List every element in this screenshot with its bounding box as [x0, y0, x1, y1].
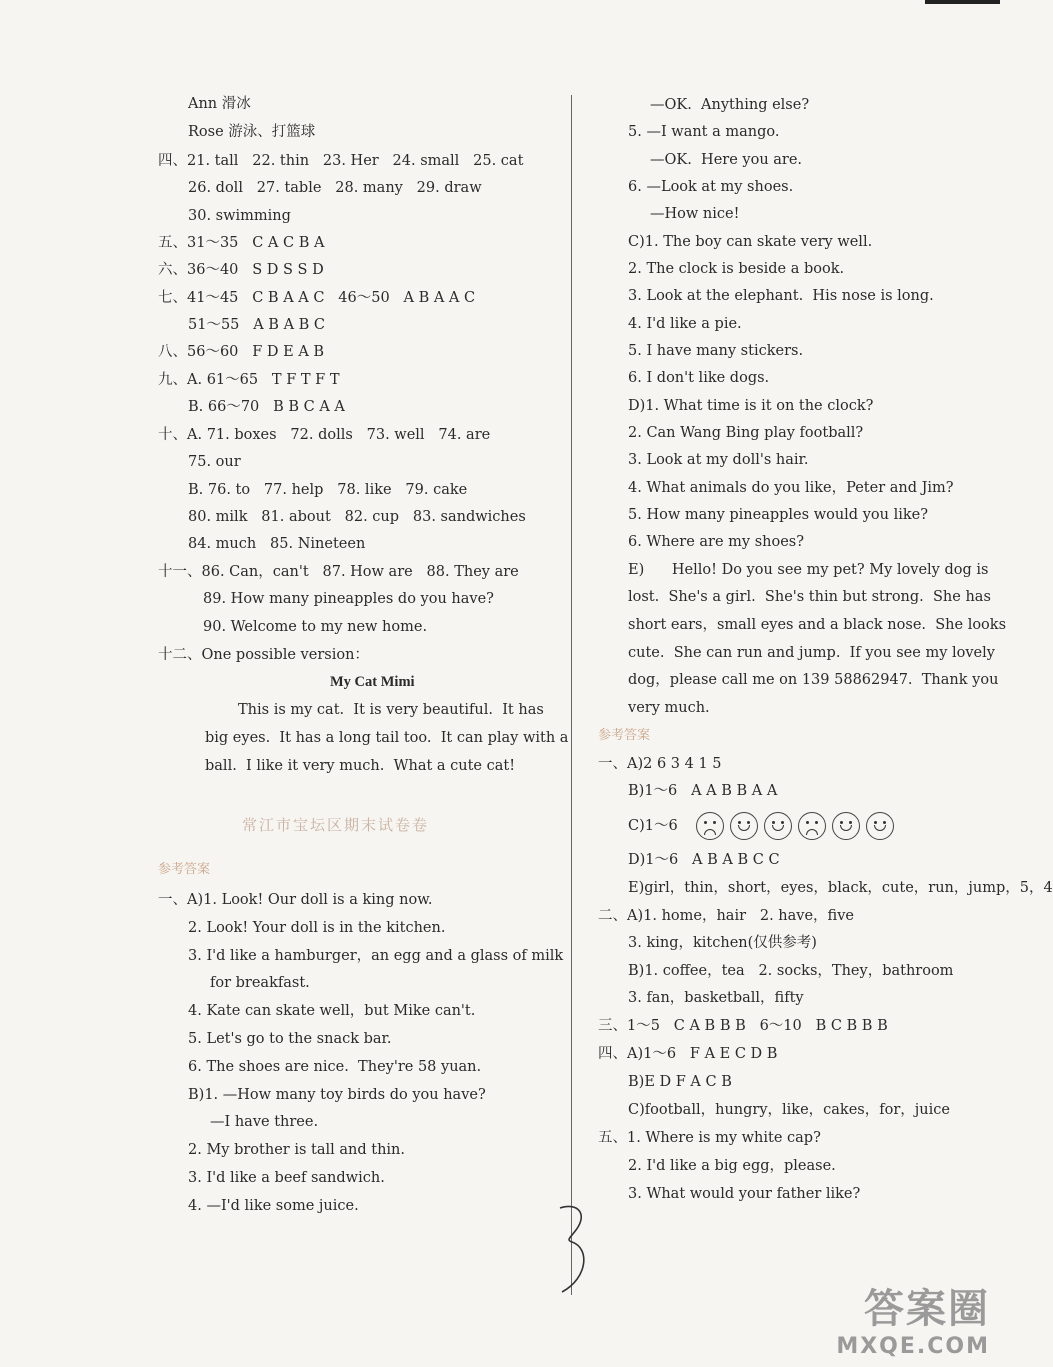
left-answer-line: 九、A. 61～65 T F T F T: [158, 372, 340, 388]
left-answer-line: 七、41～45 C B A A C 46～50 A B A A C: [158, 290, 476, 306]
right-answer-line: 5. I have many stickers.: [628, 343, 804, 359]
right-answer-line: 3. Look at my doll's hair.: [628, 452, 809, 468]
right-answer-line: —OK. Anything else?: [650, 97, 810, 113]
right-answer-line: —How nice!: [650, 206, 740, 222]
right-answer-line: short ears，small eyes and a black nose. She looks: [628, 617, 1007, 633]
left-answer-line: Rose 游泳、打篮球: [188, 124, 316, 140]
left-answer-line: 八、56～60 F D E A B: [158, 344, 325, 360]
right-answer-line: 一、A)2 6 3 4 1 5: [598, 756, 722, 772]
left-answer-line: 十一、86. Can，can't 87. How are 88. They are: [158, 564, 519, 580]
right-answer-line: dog，please call me on 139 58862947. Thank you: [628, 672, 999, 688]
left-answer-line: B)1. —How many toy birds do you have?: [188, 1087, 486, 1103]
right-answer-line: 3. king，kitchen(仅供参考): [628, 935, 817, 951]
left-answer-line: 89. How many pineapples do you have?: [203, 591, 494, 607]
right-answer-line: C)1. The boy can skate very well.: [628, 234, 873, 250]
happy-face-icon: [832, 812, 860, 840]
right-answer-line: B)E D F A C B: [628, 1074, 732, 1090]
left-answer-line: 6. The shoes are nice. They're 58 yuan.: [188, 1059, 482, 1075]
section-title-faded: 常江市宝坛区期末试卷卷: [242, 816, 430, 834]
left-answer-line: 四、21. tall 22. thin 23. Her 24. small 25. cat: [158, 153, 524, 169]
watermark-top: 答案圈: [864, 1286, 990, 1332]
right-answer-line: 2. Can Wang Bing play football?: [628, 425, 864, 441]
answer-key-heading-faded: 参考答案: [598, 728, 651, 743]
right-answer-line: 3. fan，basketball，fifty: [628, 990, 804, 1006]
section-subtitle-faded: 参考答案: [158, 862, 211, 877]
smiley-faces-row: [696, 812, 894, 840]
left-answer-line: 26. doll 27. table 28. many 29. draw: [188, 180, 482, 196]
left-answer-line: B. 76. to 77. help 78. like 79. cake: [188, 482, 468, 498]
left-answer-line: 90. Welcome to my new home.: [203, 619, 428, 635]
left-answer-line: 六、36～40 S D S S D: [158, 262, 324, 278]
right-answer-line: 2. The clock is beside a book.: [628, 261, 845, 277]
right-answer-line: 5. How many pineapples would you like?: [628, 507, 928, 523]
right-answer-line: cute. She can run and jump. If you see my lovely: [628, 645, 995, 661]
right-answer-line: 三、1～5 C A B B B 6～10 B C B B B: [598, 1018, 888, 1034]
left-answer-line: 3. I'd like a hamburger，an egg and a glass of milk: [188, 948, 564, 964]
right-answer-line: 二、A)1. home，hair 2. have，five: [598, 908, 854, 924]
left-answer-line: 51～55 A B A B C: [188, 317, 326, 333]
watermark-logo: [836, 1277, 990, 1359]
left-answer-line: 十二、One possible version：: [158, 647, 369, 663]
left-answer-line: 75. our: [188, 454, 241, 470]
column-divider: [571, 95, 572, 1295]
right-answer-line: —OK. Here you are.: [650, 152, 803, 168]
happy-face-icon: [730, 812, 758, 840]
right-answer-line: B)1. coffee，tea 2. socks，They，bathroom: [628, 963, 954, 979]
right-answer-line: 3. Look at the elephant. His nose is long.: [628, 288, 934, 304]
sad-face-icon: [798, 812, 826, 840]
handwritten-page-number-3: [548, 1200, 598, 1300]
left-answer-line: 2. Look! Your doll is in the kitchen.: [188, 920, 446, 936]
right-answer-line: 6. —Look at my shoes.: [628, 179, 794, 195]
left-answer-line: 一、A)1. Look! Our doll is a king now.: [158, 892, 433, 908]
right-answer-line: 五、1. Where is my white cap?: [598, 1130, 821, 1146]
essay-title: My Cat Mimi: [330, 674, 415, 690]
left-answer-line: big eyes. It has a long tail too. It can play with a: [205, 730, 569, 746]
left-answer-line: 4. Kate can skate well，but Mike can't.: [188, 1003, 476, 1019]
top-edge-bar: [925, 0, 1000, 4]
left-answer-line: B. 66～70 B B C A A: [188, 399, 345, 415]
right-answer-line: 4. I'd like a pie.: [628, 316, 742, 332]
right-answer-line: E)girl，thin，short，eyes，black，cute，run，jump，5，4: [628, 880, 1053, 896]
right-answer-line: 6. Where are my shoes?: [628, 534, 805, 550]
happy-face-icon: [866, 812, 894, 840]
happy-face-icon: [764, 812, 792, 840]
right-answer-line: 6. I don't like dogs.: [628, 370, 770, 386]
left-answer-line: This is my cat. It is very beautiful. It has: [238, 702, 544, 718]
sad-face-icon: [696, 812, 724, 840]
left-answer-line: 30. swimming: [188, 208, 291, 224]
right-answer-line: 四、A)1～6 F A E C D B: [598, 1046, 778, 1062]
right-answer-line: 4. What animals do you like，Peter and Jim?: [628, 480, 954, 496]
watermark-bottom: MXQE.COM: [836, 1334, 990, 1359]
right-answer-line: D)1. What time is it on the clock?: [628, 398, 874, 414]
right-answer-line: very much.: [628, 700, 710, 716]
left-answer-line: 2. My brother is tall and thin.: [188, 1142, 405, 1158]
left-answer-line: 3. I'd like a beef sandwich.: [188, 1170, 385, 1186]
left-answer-line: 84. much 85. Nineteen: [188, 536, 366, 552]
left-answer-line: Ann 滑冰: [188, 96, 251, 112]
right-answer-line: E) Hello! Do you see my pet? My lovely dog is: [628, 562, 989, 578]
left-answer-line: 十、A. 71. boxes 72. dolls 73. well 74. are: [158, 427, 491, 443]
left-answer-line: for breakfast.: [210, 975, 310, 991]
left-answer-line: 五、31～35 C A C B A: [158, 235, 325, 251]
right-answer-line: lost. She's a girl. She's thin but strong. She has: [628, 589, 991, 605]
right-answer-line: C)1～6: [628, 818, 678, 834]
right-answer-line: 3. What would your father like?: [628, 1186, 861, 1202]
right-answer-line: D)1～6 A B A B C C: [628, 852, 780, 868]
left-answer-line: 80. milk 81. about 82. cup 83. sandwiches: [188, 509, 526, 525]
left-answer-line: ball. I like it very much. What a cute cat!: [205, 758, 516, 774]
right-answer-line: 2. I'd like a big egg，please.: [628, 1158, 836, 1174]
left-answer-line: 5. Let's go to the snack bar.: [188, 1031, 392, 1047]
right-answer-line: B)1～6 A A B B A A: [628, 783, 778, 799]
left-answer-line: 4. —I'd like some juice.: [188, 1198, 359, 1214]
right-answer-line: 5. —I want a mango.: [628, 124, 780, 140]
right-answer-line: C)football，hungry，like，cakes，for，juice: [628, 1102, 950, 1118]
left-answer-line: —I have three.: [210, 1114, 319, 1130]
